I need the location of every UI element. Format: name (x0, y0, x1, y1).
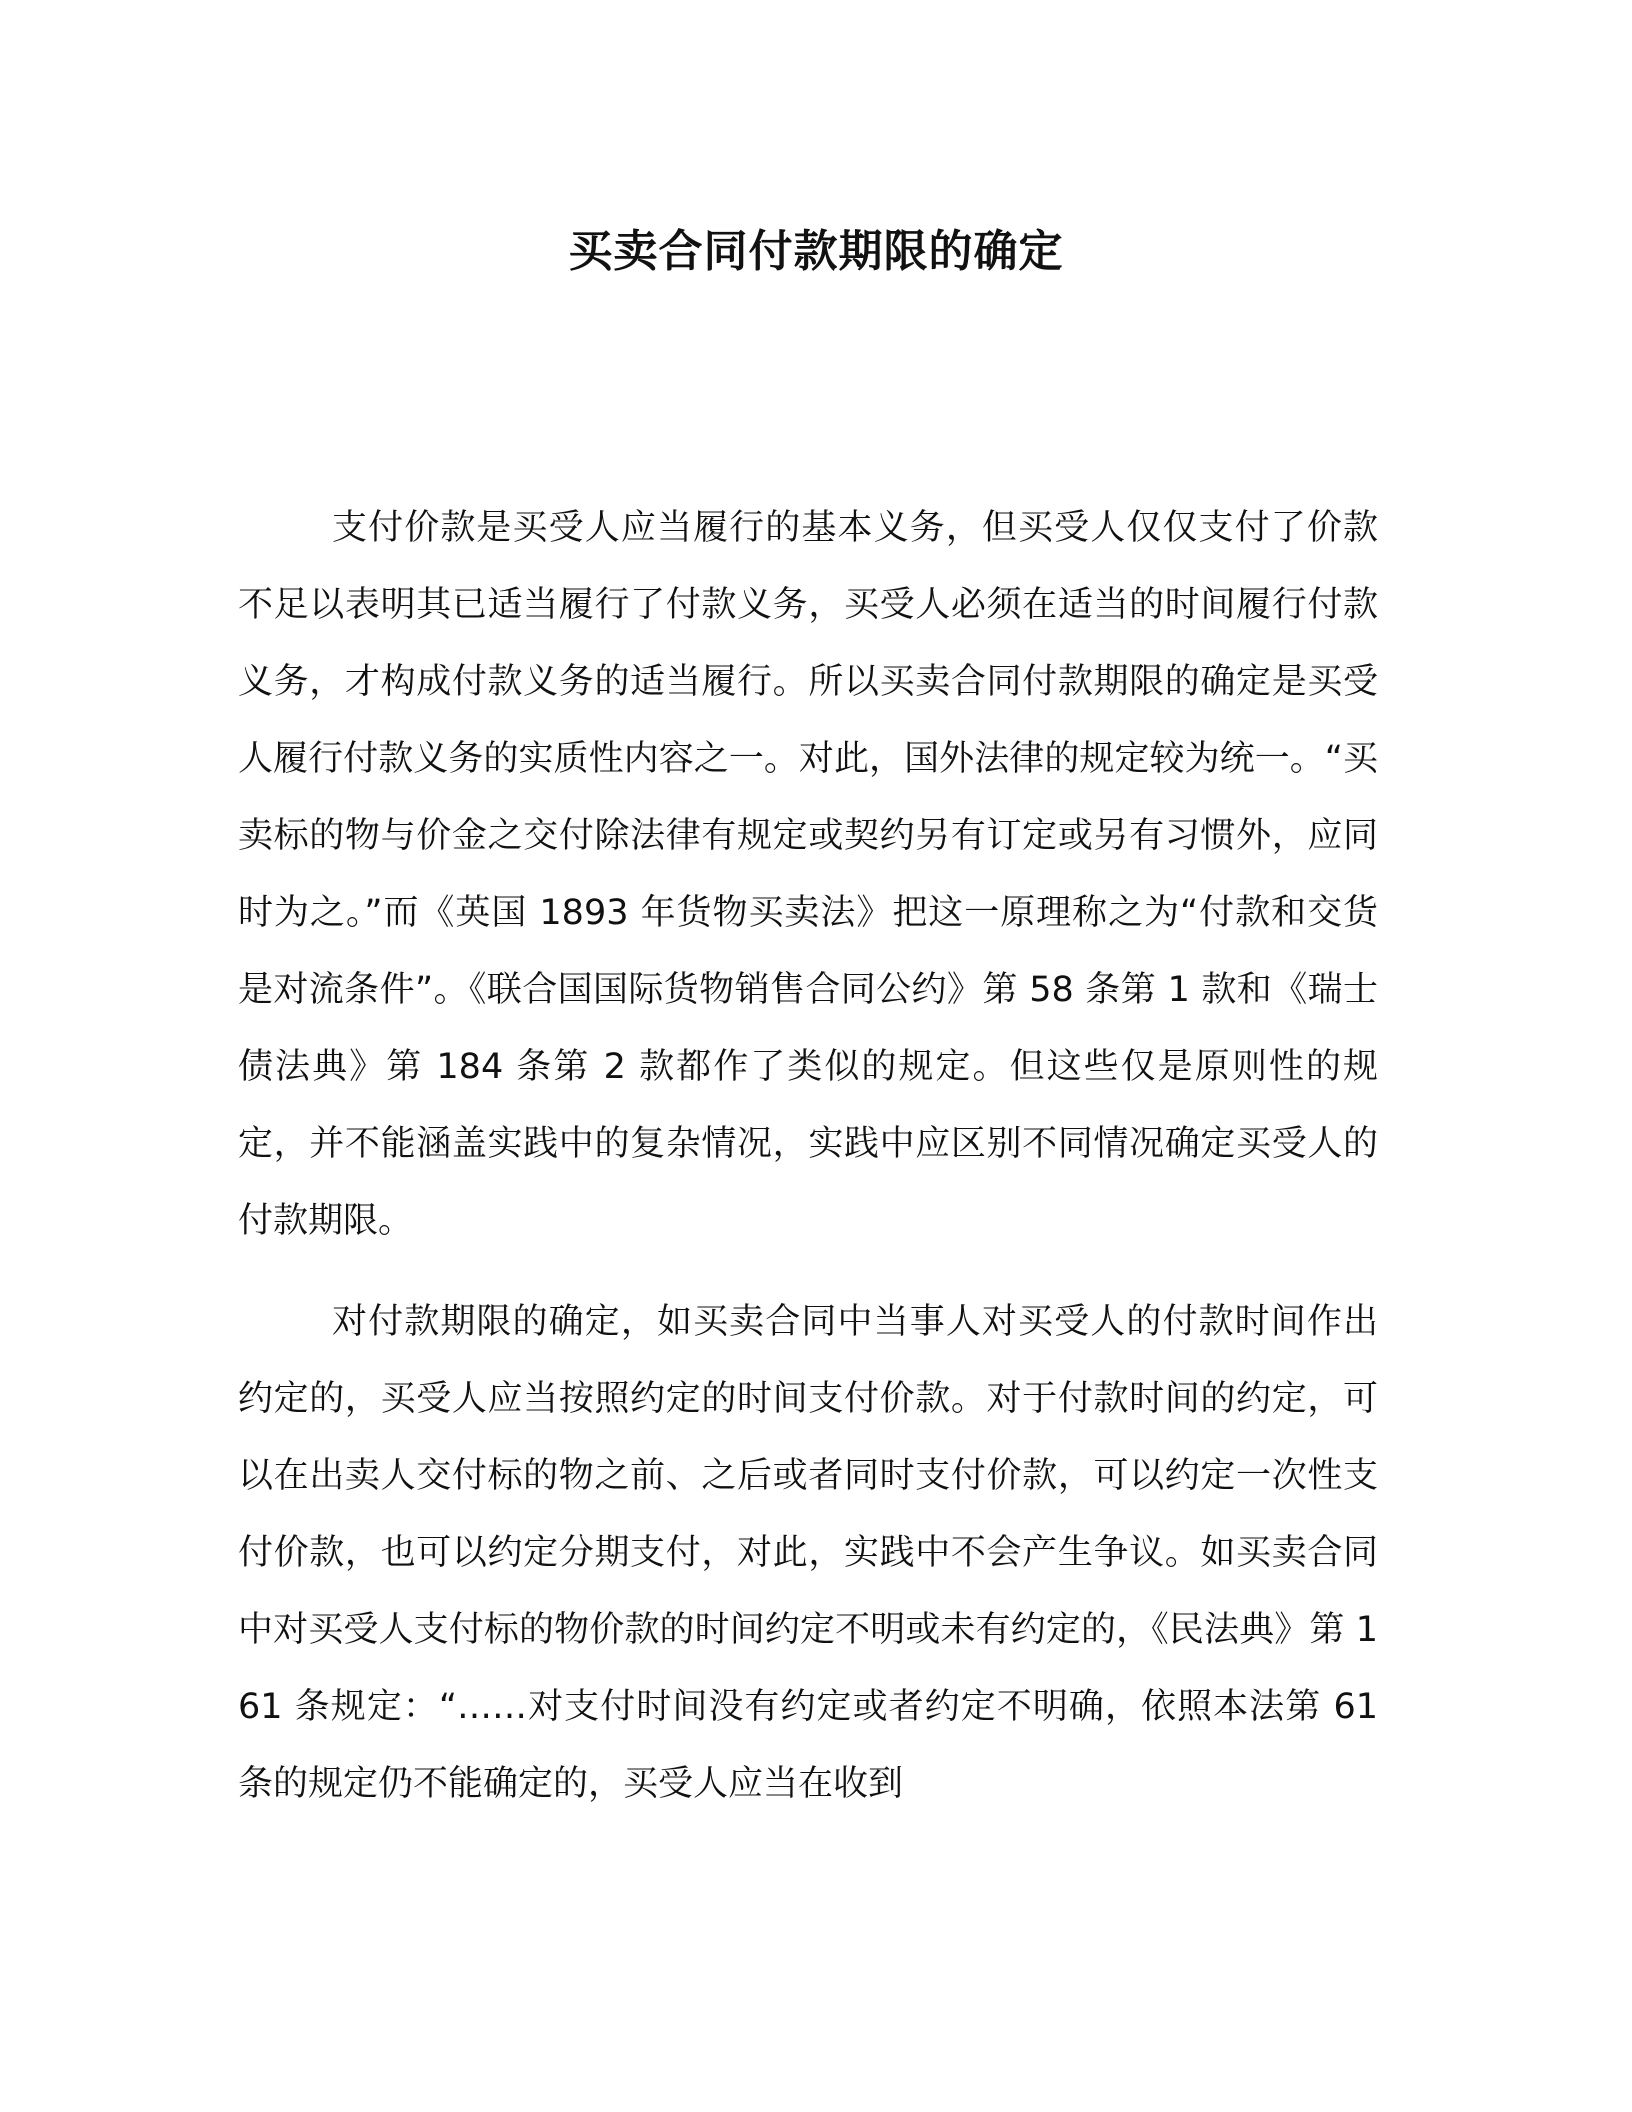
paragraph-1: 支付价款是买受人应当履行的基本义务，但买受人仅仅支付了价款不足以表明其已适当履行了付款义务，买受人必须在适当的时间履行付款义务，才构成付款义务的适当履行。所以买卖合同付款期限的确定是买受人履行付款义务的实质性内容之一。对此，国外法律的规定较为统一。“买卖标的物与价金之交付除法律有规定或契约另有订定或另有习惯外，应同时为之。”而《英国 1893 年货物买卖法》把这一原理称之为“付款和交货是对流条件”。《联合国国际货物销售合同公约》第 58 条第 1 款和《瑞士债法典》第 184 条第 2 款都作了类似的规定。但这些仅是原则性的规定，并不能涵盖实践中的复杂情况，实践中应区别不同情况确定买受人的付款期限。 (238, 508, 1378, 1241)
document-title: 买卖合同付款期限的确定 (568, 226, 1064, 277)
paragraph-2: 对付款期限的确定，如买卖合同中当事人对买受人的付款时间作出约定的，买受人应当按照约定的时间支付价款。对于付款时间的约定，可以在出卖人交付标的物之前、之后或者同时支付价款，可以约定一次性支付价款，也可以约定分期支付，对此，实践中不会产生争议。如买卖合同中对买受人支付标的物价款的时间约定不明或未有约定的，《民法典》第 161 条规定：“……对支付时间没有约定或者约定不明确，依照本法第 61 条的规定仍不能确定的，买受人应当在收到 (238, 1302, 1378, 1804)
document-body (238, 490, 1378, 1847)
